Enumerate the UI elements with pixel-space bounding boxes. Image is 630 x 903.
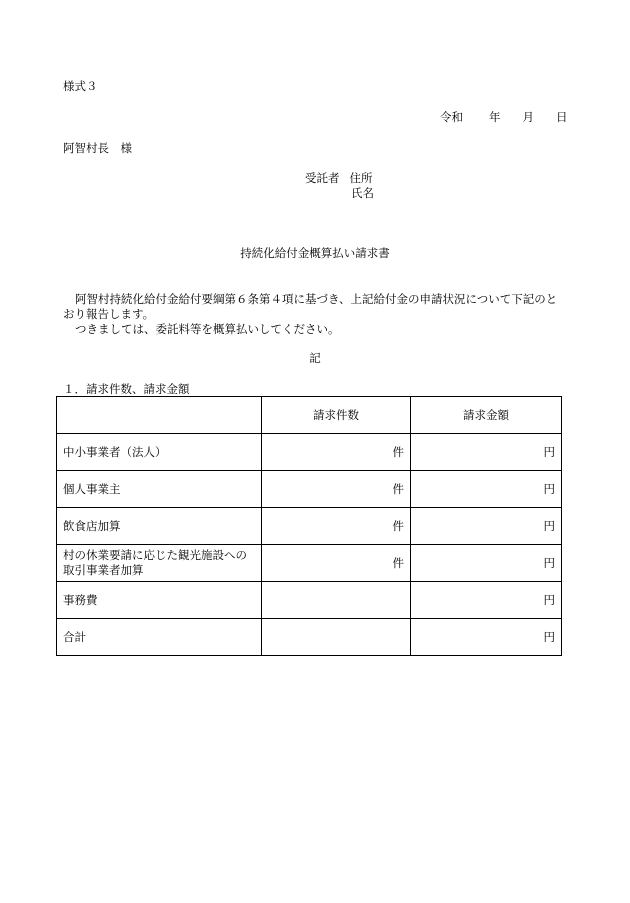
table-header-blank (57, 397, 262, 434)
row-count[interactable]: 件 (262, 545, 411, 582)
body-paragraph-1: 阿智村持続化給付金給付要綱第６条第４項に基づき、上記給付金の申請状況について下記のとおり報告します。 (63, 292, 558, 321)
table-row (57, 619, 562, 656)
row-amount[interactable]: 円 (411, 434, 562, 471)
table-row (57, 471, 562, 508)
table-header-row (57, 397, 562, 434)
date-era: 令和 (440, 110, 463, 124)
document-title: 持続化給付金概算払い請求書 (240, 246, 390, 260)
row-label: 村の休業要請に応じた観光施設への取引事業者加算 (57, 545, 262, 582)
row-amount[interactable]: 円 (411, 582, 562, 619)
body-text (63, 292, 568, 337)
row-amount[interactable]: 円 (411, 545, 562, 582)
row-amount[interactable]: 円 (411, 619, 562, 656)
table-row (57, 582, 562, 619)
row-amount[interactable]: 円 (411, 471, 562, 508)
body-paragraph-2: つきましては、委託料等を概算払いしてください。 (75, 322, 340, 336)
table-row (57, 545, 562, 582)
table-header-amount: 請求金額 (411, 397, 562, 434)
claim-table (56, 396, 562, 656)
section-heading: １．請求件数、請求金額 (63, 382, 190, 396)
recipient-address-label: 住所 (349, 171, 373, 185)
table-row (57, 434, 562, 471)
form-number: 様式３ (63, 79, 98, 93)
recipient-role: 受託者 (305, 171, 340, 185)
row-count[interactable]: 件 (262, 471, 411, 508)
row-amount[interactable]: 円 (411, 508, 562, 545)
row-count (262, 619, 411, 656)
addressee: 阿智村長 様 (63, 141, 132, 155)
row-label: 個人事業主 (57, 471, 262, 508)
ki-heading: 記 (309, 351, 321, 365)
row-count (262, 582, 411, 619)
table-header-count: 請求件数 (262, 397, 411, 434)
date-line (440, 110, 568, 124)
recipient-name-label: 氏名 (351, 186, 374, 200)
date-month: 月 (522, 110, 534, 124)
date-year: 年 (489, 110, 501, 124)
row-label: 中小事業者（法人） (57, 434, 262, 471)
row-label: 事務費 (57, 582, 262, 619)
row-count[interactable]: 件 (262, 434, 411, 471)
recipient-block (305, 171, 374, 201)
row-label: 合計 (57, 619, 262, 656)
row-label: 飲食店加算 (57, 508, 262, 545)
table-row (57, 508, 562, 545)
row-count[interactable]: 件 (262, 508, 411, 545)
date-day: 日 (556, 110, 568, 124)
